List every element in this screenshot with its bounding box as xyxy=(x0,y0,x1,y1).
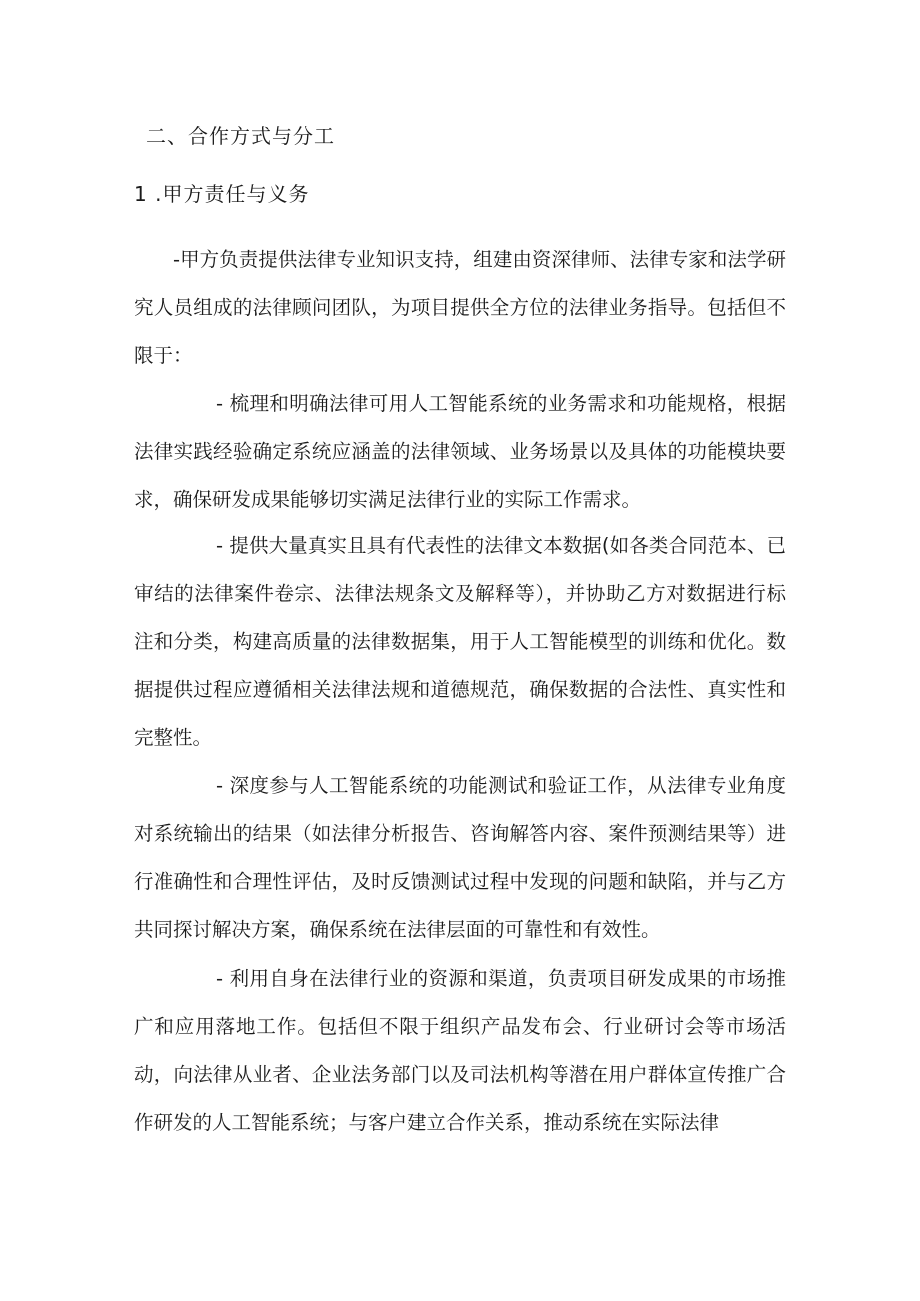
paragraph-party-a-overview: -甲方负责提供法律专业知识支持，组建由资深律师、法律专家和法学研究人员组成的法律顾问团队，为项目提供全方位的法律业务指导。包括但不限于： xyxy=(134,248,786,367)
paragraph-data-provision: - 提供大量真实且具有代表性的法律文本数据(如各类合同范本、已审结的法律案件卷宗、法律法规条文及解释等），并协助乙方对数据进行标注和分类，构建高质量的法律数据集，用于人工智能模型的训练和优化。数据提供过程应遵循相关法律法规和道德规范，确保数据的合法性、真实性和完整性。 xyxy=(134,534,786,749)
subsection-heading: 1 .甲方责任与义务 xyxy=(134,182,310,206)
section-heading: 二、合作方式与分工 xyxy=(146,124,335,148)
paragraph-promotion: - 利用自身在法律行业的资源和渠道，负责项目研发成果的市场推广和应用落地工作。包括但不限于组织产品发布会、行业研讨会等市场活动，向法律从业者、企业法务部门以及司法机构等潜在用户群体宣传推广合作研发的人工智能系统；与客户建立合作关系，推动系统在实际法律 xyxy=(134,967,786,1134)
paragraph-requirements: - 梳理和明确法律可用人工智能系统的业务需求和功能规格，根据法律实践经验确定系统应涵盖的法律领域、业务场景以及具体的功能模块要求，确保研发成果能够切实满足法律行业的实际工作需求。 xyxy=(134,392,786,511)
paragraph-testing: - 深度参与人工智能系统的功能测试和验证工作，从法律专业角度对系统输出的结果（如法律分析报告、咨询解答内容、案件预测结果等）进行准确性和合理性评估，及时反馈测试过程中发现的问题和缺陷，并与乙方共同探讨解决方案，确保系统在法律层面的可靠性和有效性。 xyxy=(134,774,786,941)
